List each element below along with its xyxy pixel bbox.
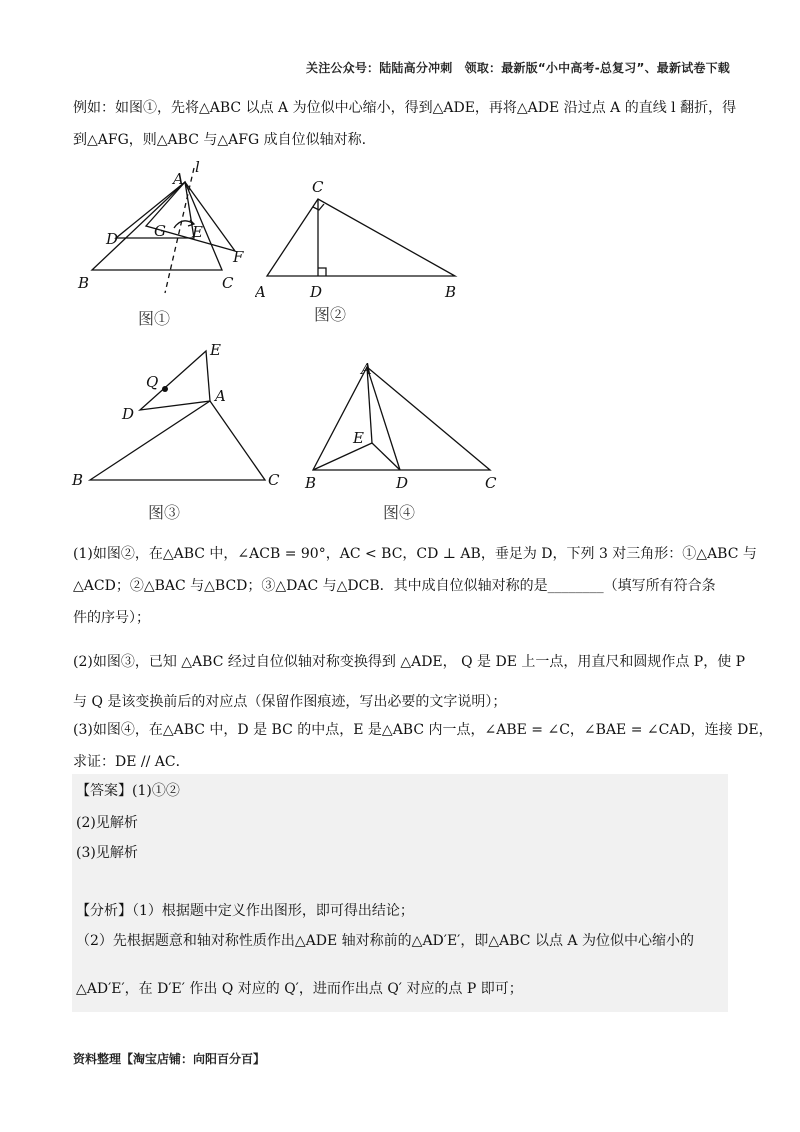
label-A: A xyxy=(215,387,226,405)
label-l: l xyxy=(195,158,200,176)
answer-1: 【答案】(1)①② xyxy=(76,783,180,799)
answer-2: (2)见解析 xyxy=(76,815,138,831)
triangle-abc xyxy=(267,199,455,276)
label-D: D xyxy=(106,230,119,248)
label-D: D xyxy=(396,474,409,492)
label-C: C xyxy=(485,474,497,492)
label-E: E xyxy=(353,429,364,447)
right-angle-d xyxy=(318,268,326,276)
question-3-line-1: (3)如图④，在△ABC 中，D 是 BC 的中点，E 是△ABC 内一点，∠ABE = ∠C，∠BAE = ∠CAD，连接 DE， xyxy=(73,722,773,738)
label-B: B xyxy=(78,274,90,292)
question-1-line-2: △ACD；②△BAC 与△BCD；③△DAC 与△DCB．其中成自位似轴对称的是________（填写所有符合条 xyxy=(73,578,716,594)
question-2-line-1: (2)如图③，已知 △ABC 经过自位似轴对称变换得到 △ADE， Q 是 DE 上一点，用直尺和圆规作点 P，使 P xyxy=(73,654,746,670)
label-F: F xyxy=(233,248,244,266)
triangle-abc xyxy=(90,401,265,480)
point-Q xyxy=(162,386,168,392)
label-D: D xyxy=(310,283,323,301)
intro-line-1: 例如：如图①，先将△ABC 以点 A 为位似中心缩小，得到△ADE，再将△ADE 沿过点 A 的直线 l 翻折，得 xyxy=(73,100,737,116)
question-1-line-3: 件的序号）； xyxy=(73,610,150,626)
figure-4-caption: 图④ xyxy=(383,503,416,522)
answer-3: (3)见解析 xyxy=(76,845,138,861)
label-E: E xyxy=(192,223,203,241)
figure-4-diagram xyxy=(295,355,510,495)
label-D: D xyxy=(122,405,135,423)
figure-2-caption: 图② xyxy=(314,305,347,324)
label-G: G xyxy=(154,222,166,240)
page-footer: 资料整理【淘宝店铺：向阳百分百】 xyxy=(73,1052,266,1066)
figure-1-caption: 图① xyxy=(138,309,171,328)
label-B: B xyxy=(445,283,457,301)
label-A: A xyxy=(255,283,266,301)
analysis-line-3: △AD′E′，在 D′E′ 作出 Q 对应的 Q′，进而作出点 Q′ 对应的点 P 即可； xyxy=(76,981,523,997)
question-1-line-1: (1)如图②，在△ABC 中，∠ACB = 90°，AC < BC，CD ⊥ AB，垂足为 D，下列 3 对三角形：①△ABC 与 xyxy=(73,546,757,562)
figure-2-diagram xyxy=(255,172,480,307)
intro-line-2: 到△AFG，则△ABC 与△AFG 成自位似轴对称. xyxy=(73,132,367,148)
page-header: 关注公众号：陆陆高分冲刺 领取：最新版“小中高考-总复习”、最新试卷下载 xyxy=(306,61,730,75)
label-A: A xyxy=(361,360,372,378)
figure-3-diagram xyxy=(68,335,293,495)
analysis-line-1: 【分析】（1）根据题中定义作出图形，即可得出结论； xyxy=(76,903,414,919)
label-C: C xyxy=(222,274,234,292)
label-B: B xyxy=(72,471,84,489)
label-C: C xyxy=(312,178,324,196)
label-C: C xyxy=(268,471,280,489)
label-B: B xyxy=(305,474,317,492)
triangle-abc xyxy=(313,367,490,470)
question-3-line-2: 求证：DE // AC． xyxy=(73,754,190,770)
label-A: A xyxy=(173,170,184,188)
figure-3-caption: 图③ xyxy=(148,503,181,522)
analysis-line-2: （2）先根据题意和轴对称性质作出△ADE 轴对称前的△AD′E′，即△ABC 以点 A 为位似中心缩小的 xyxy=(76,933,694,949)
label-Q: Q xyxy=(146,373,159,391)
question-2-line-2: 与 Q 是该变换前后的对应点（保留作图痕迹，写出必要的文字说明）； xyxy=(73,694,507,710)
segment-be xyxy=(313,443,372,470)
label-E: E xyxy=(210,341,221,359)
answer-panel xyxy=(72,774,728,1012)
